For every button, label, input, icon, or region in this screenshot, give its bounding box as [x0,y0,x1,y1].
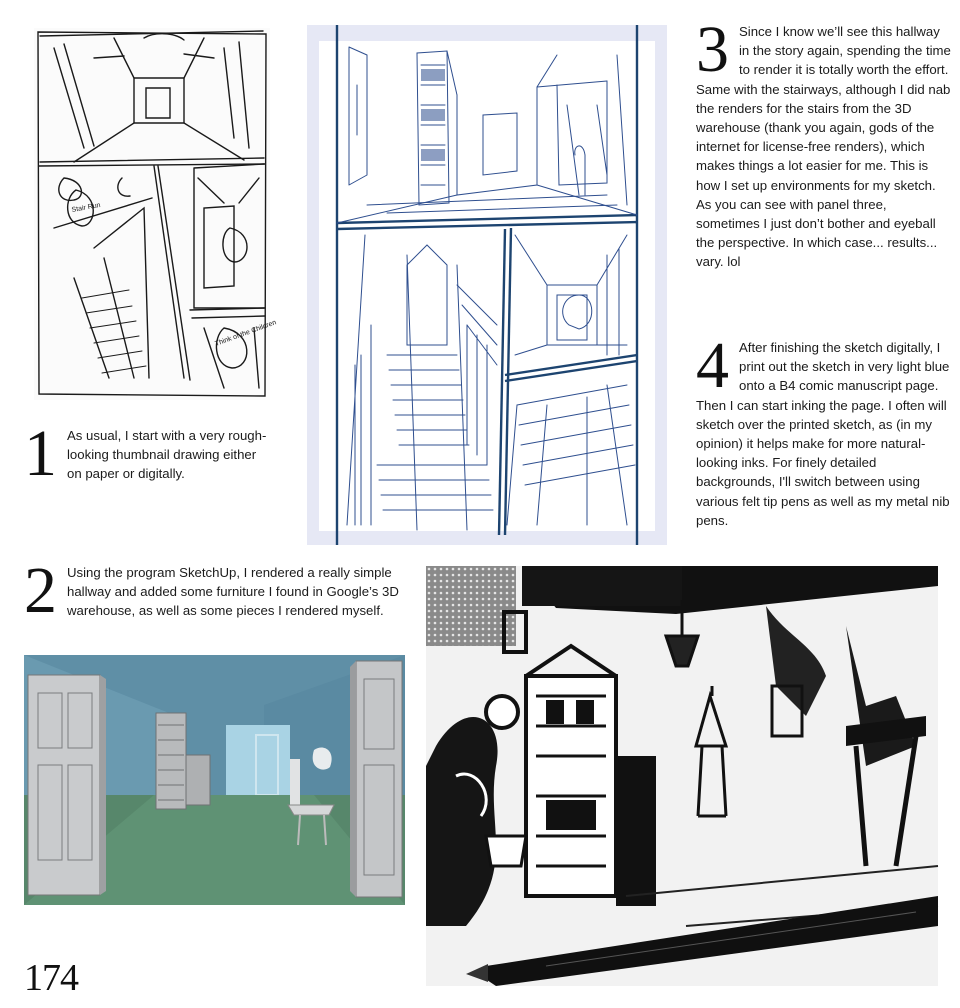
sketchup-render-image [24,655,405,905]
step-3 [696,13,952,272]
step-number: 3 [696,13,729,86]
step-text: As usual, I start with a very rough-looking thumbnail drawing either on paper or digitally. [67,428,267,482]
step-text: After finishing the sketch digitally, I print out the sketch in very light blue onto a B4 comic manuscript page. Then I can start inking the page. I often will sketch over the printed sketch, as (in my opinion) it helps make for more natural-looking inks. For finely detailed backgrounds, I'll switch between using various felt tip pens as well as my metal nib pens. [696,340,950,528]
inked-page-photo [426,566,938,986]
step-number: 4 [696,329,729,402]
thumbnail-bubble-text-1: Stair Run [71,202,102,214]
page-number: 174 [24,957,78,999]
step-4 [696,329,952,530]
step-number: 2 [24,554,57,627]
step-text: Using the program SketchUp, I rendered a really simple hallway and added some furniture I found in Google’s 3D warehouse, as well as some pieces I rendered myself. [67,565,399,619]
step-1 [24,417,274,490]
step-number: 1 [24,417,57,490]
step-2 [24,554,404,627]
thumbnail-bubble-text-2: Think of the Children [214,319,278,348]
step-text: Since I know we’ll see this hallway in the story again, spending the time to render it is totally worth the effort. Same with the stairways, although I did nab the renders for the stairs from the 3D warehouse (thank you again, gods of the internet for license-free renders), which makes things a lot easier for me. This is how I set up environments for my sketch. As you can see with panel three, sometimes I just don’t bother and eyeball the perspective. In which case... results... vary. lol [696,24,951,270]
blue-sketch-page-image [307,25,667,545]
thumbnail-sketch-image [34,28,278,400]
